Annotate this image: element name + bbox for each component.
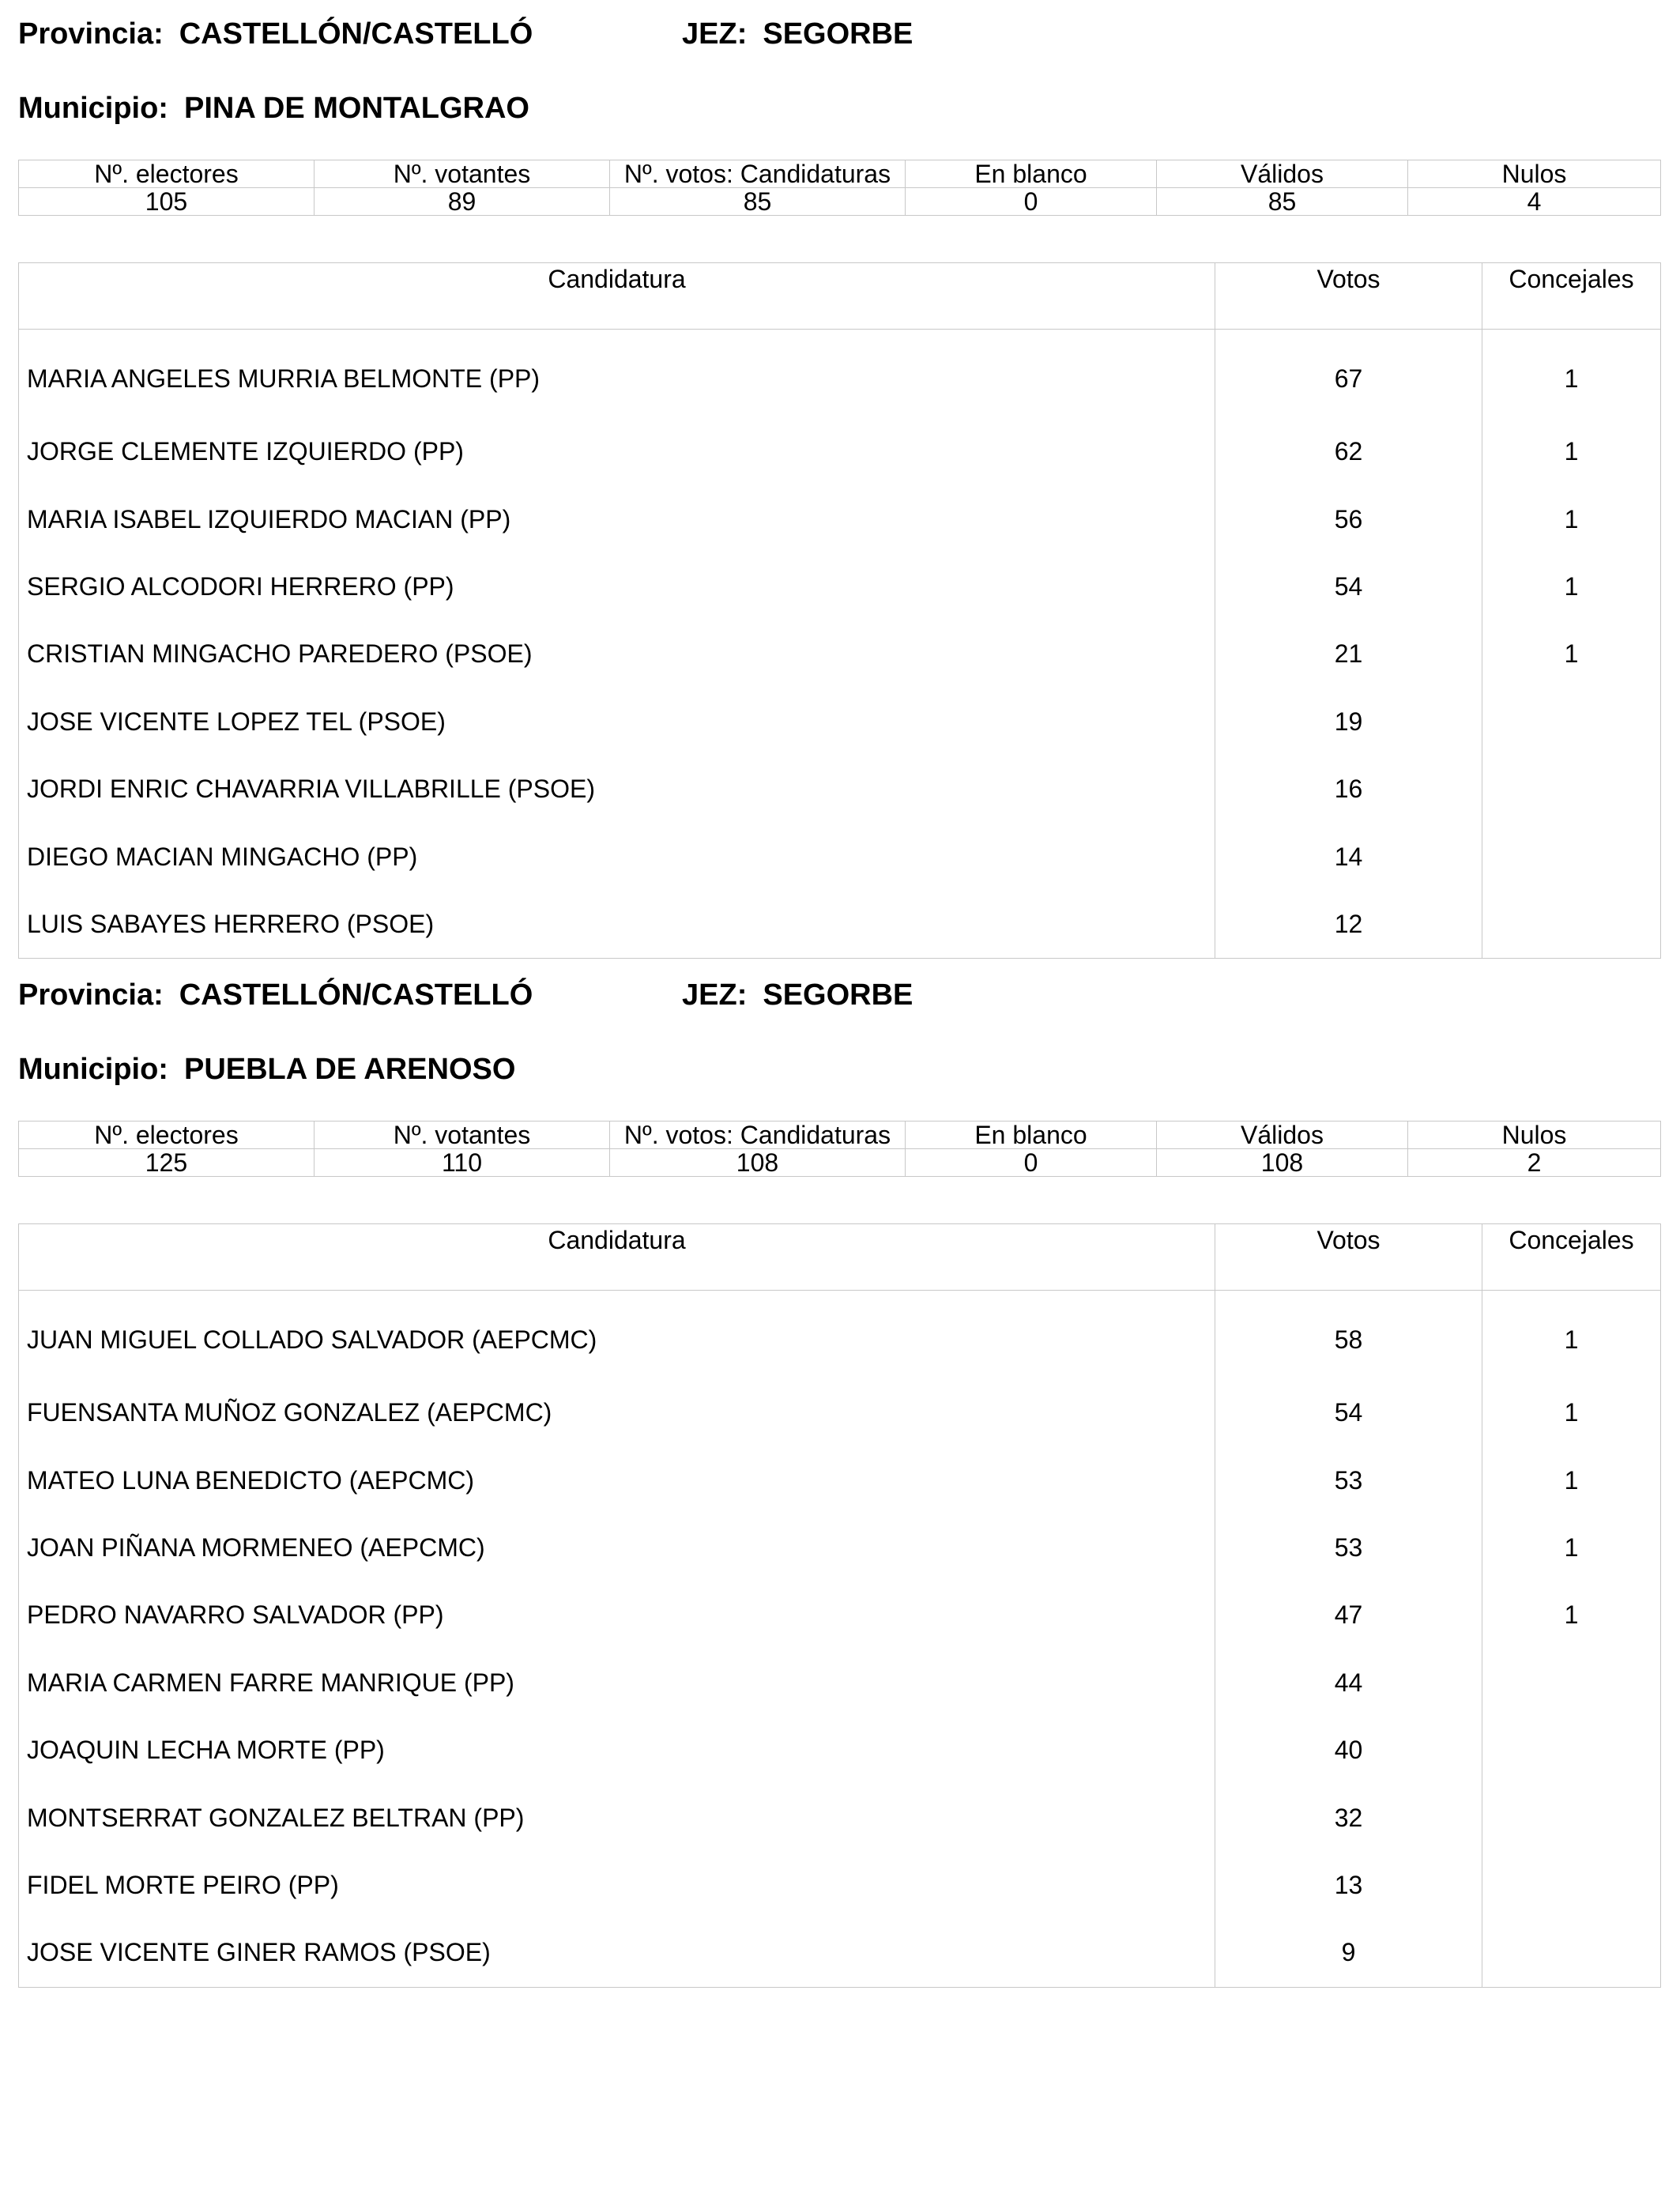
jez-value: SEGORBE	[763, 17, 913, 51]
table-row	[19, 1514, 1661, 1581]
table-row	[19, 553, 1661, 620]
candidate-name: LUIS SABAYES HERRERO (PSOE)	[19, 891, 1215, 959]
summary-value-validos: 108	[1157, 1149, 1408, 1177]
summary-value-row	[19, 188, 1661, 216]
candidate-votes: 16	[1215, 756, 1482, 823]
candidate-votes: 67	[1215, 330, 1482, 419]
municipio-label: Municipio:	[18, 92, 168, 125]
concejales-header: Concejales	[1482, 263, 1661, 330]
votos-header: Votos	[1215, 263, 1482, 330]
provincia-label: Provincia:	[18, 978, 164, 1012]
provincia-line	[18, 977, 535, 1013]
summary-header-validos: Válidos	[1157, 160, 1408, 188]
table-row	[19, 1784, 1661, 1851]
summary-header-en-blanco: En blanco	[906, 160, 1157, 188]
table-row	[19, 1581, 1661, 1649]
summary-table	[18, 1121, 1661, 1177]
summary-header-nulos: Nulos	[1408, 1122, 1661, 1149]
candidate-name: JORGE CLEMENTE IZQUIERDO (PP)	[19, 418, 1215, 485]
candidatura-header: Candidatura	[19, 263, 1215, 330]
candidate-seats	[1482, 1717, 1661, 1784]
table-row	[19, 1446, 1661, 1514]
jez-value: SEGORBE	[763, 978, 913, 1012]
table-row	[19, 891, 1661, 959]
summary-header-nulos: Nulos	[1408, 160, 1661, 188]
summary-value-votantes: 110	[315, 1149, 610, 1177]
candidate-name: MONTSERRAT GONZALEZ BELTRAN (PP)	[19, 1784, 1215, 1851]
provincia-value: CASTELLÓN/CASTELLÓ	[179, 17, 533, 51]
table-row	[19, 330, 1661, 419]
summary-header-votos-candidaturas: Nº. votos: Candidaturas	[610, 1122, 906, 1149]
candidate-votes: 19	[1215, 688, 1482, 756]
candidatura-header: Candidatura	[19, 1224, 1215, 1291]
candidate-name: FUENSANTA MUÑOZ GONZALEZ (AEPCMC)	[19, 1379, 1215, 1446]
table-row	[19, 1852, 1661, 1919]
summary-header-electores: Nº. electores	[19, 160, 315, 188]
candidate-name: JORDI ENRIC CHAVARRIA VILLABRILLE (PSOE)	[19, 756, 1215, 823]
candidate-seats: 1	[1482, 418, 1661, 485]
municipio-line	[18, 90, 529, 126]
candidate-name: DIEGO MACIAN MINGACHO (PP)	[19, 823, 1215, 890]
summary-value-electores: 105	[19, 188, 315, 216]
candidate-votes: 14	[1215, 823, 1482, 890]
provincia-value: CASTELLÓN/CASTELLÓ	[179, 978, 533, 1012]
candidate-name: FIDEL MORTE PEIRO (PP)	[19, 1852, 1215, 1919]
candidate-name: JOSE VICENTE GINER RAMOS (PSOE)	[19, 1919, 1215, 1987]
jez-line	[682, 977, 913, 1013]
candidate-name: MARIA CARMEN FARRE MANRIQUE (PP)	[19, 1649, 1215, 1717]
candidate-seats	[1482, 891, 1661, 959]
table-row	[19, 1717, 1661, 1784]
table-row	[19, 823, 1661, 890]
summary-value-votantes: 89	[315, 188, 610, 216]
candidate-votes: 56	[1215, 485, 1482, 552]
summary-header-votantes: Nº. votantes	[315, 1122, 610, 1149]
candidates-header-row	[19, 263, 1661, 330]
candidate-seats	[1482, 823, 1661, 890]
candidate-name: CRISTIAN MINGACHO PAREDERO (PSOE)	[19, 620, 1215, 688]
candidate-seats: 1	[1482, 1514, 1661, 1581]
candidate-votes: 32	[1215, 1784, 1482, 1851]
summary-header-validos: Válidos	[1157, 1122, 1408, 1149]
candidate-votes: 12	[1215, 891, 1482, 959]
candidate-name: JOSE VICENTE LOPEZ TEL (PSOE)	[19, 688, 1215, 756]
summary-value-en-blanco: 0	[906, 1149, 1157, 1177]
candidate-name: JUAN MIGUEL COLLADO SALVADOR (AEPCMC)	[19, 1291, 1215, 1380]
summary-header-votantes: Nº. votantes	[315, 160, 610, 188]
candidate-seats	[1482, 1649, 1661, 1717]
candidate-votes: 40	[1215, 1717, 1482, 1784]
candidate-name: JOAQUIN LECHA MORTE (PP)	[19, 1717, 1215, 1784]
candidate-votes: 54	[1215, 553, 1482, 620]
summary-value-votos-candidaturas: 108	[610, 1149, 906, 1177]
municipio-label: Municipio:	[18, 1053, 168, 1086]
table-row	[19, 688, 1661, 756]
jez-label: JEZ:	[682, 978, 748, 1012]
summary-header-en-blanco: En blanco	[906, 1122, 1157, 1149]
jez-line	[682, 16, 913, 52]
summary-value-votos-candidaturas: 85	[610, 188, 906, 216]
candidate-name: PEDRO NAVARRO SALVADOR (PP)	[19, 1581, 1215, 1649]
municipio-value: PINA DE MONTALGRAO	[183, 92, 529, 125]
votos-header: Votos	[1215, 1224, 1482, 1291]
summary-value-electores: 125	[19, 1149, 315, 1177]
candidate-votes: 13	[1215, 1852, 1482, 1919]
candidate-seats	[1482, 1852, 1661, 1919]
candidate-name: MATEO LUNA BENEDICTO (AEPCMC)	[19, 1446, 1215, 1514]
candidate-votes: 44	[1215, 1649, 1482, 1717]
municipio-value: PUEBLA DE ARENOSO	[183, 1053, 516, 1086]
candidate-name: MARIA ANGELES MURRIA BELMONTE (PP)	[19, 330, 1215, 419]
summary-header-row	[19, 160, 1661, 188]
candidate-votes: 58	[1215, 1291, 1482, 1380]
candidate-name: MARIA ISABEL IZQUIERDO MACIAN (PP)	[19, 485, 1215, 552]
candidates-table	[18, 262, 1661, 959]
candidate-votes: 47	[1215, 1581, 1482, 1649]
candidate-seats: 1	[1482, 553, 1661, 620]
candidate-seats: 1	[1482, 1379, 1661, 1446]
candidate-votes: 21	[1215, 620, 1482, 688]
candidate-votes: 53	[1215, 1514, 1482, 1581]
candidate-seats: 1	[1482, 1291, 1661, 1380]
candidate-seats: 1	[1482, 1446, 1661, 1514]
concejales-header: Concejales	[1482, 1224, 1661, 1291]
jez-label: JEZ:	[682, 17, 748, 51]
table-row	[19, 1291, 1661, 1380]
table-row	[19, 485, 1661, 552]
summary-value-nulos: 4	[1408, 188, 1661, 216]
summary-table	[18, 160, 1661, 216]
candidate-votes: 53	[1215, 1446, 1482, 1514]
table-row	[19, 1919, 1661, 1987]
table-row	[19, 418, 1661, 485]
candidate-votes: 62	[1215, 418, 1482, 485]
provincia-label: Provincia:	[18, 17, 164, 51]
candidate-seats	[1482, 1919, 1661, 1987]
summary-header-votos-candidaturas: Nº. votos: Candidaturas	[610, 160, 906, 188]
summary-value-row	[19, 1149, 1661, 1177]
candidate-seats: 1	[1482, 330, 1661, 419]
candidate-seats	[1482, 756, 1661, 823]
table-row	[19, 1649, 1661, 1717]
candidate-name: SERGIO ALCODORI HERRERO (PP)	[19, 553, 1215, 620]
candidate-votes: 9	[1215, 1919, 1482, 1987]
municipio-line	[18, 1051, 515, 1088]
candidate-seats	[1482, 1784, 1661, 1851]
candidates-table	[18, 1223, 1661, 1988]
table-row	[19, 620, 1661, 688]
summary-header-electores: Nº. electores	[19, 1122, 315, 1149]
candidate-seats: 1	[1482, 1581, 1661, 1649]
candidate-votes: 54	[1215, 1379, 1482, 1446]
candidate-seats	[1482, 688, 1661, 756]
provincia-line	[18, 16, 535, 52]
candidate-name: JOAN PIÑANA MORMENEO (AEPCMC)	[19, 1514, 1215, 1581]
table-row	[19, 756, 1661, 823]
candidates-header-row	[19, 1224, 1661, 1291]
summary-value-validos: 85	[1157, 188, 1408, 216]
summary-value-nulos: 2	[1408, 1149, 1661, 1177]
candidate-seats: 1	[1482, 620, 1661, 688]
candidate-seats: 1	[1482, 485, 1661, 552]
summary-value-en-blanco: 0	[906, 188, 1157, 216]
summary-header-row	[19, 1122, 1661, 1149]
table-row	[19, 1379, 1661, 1446]
